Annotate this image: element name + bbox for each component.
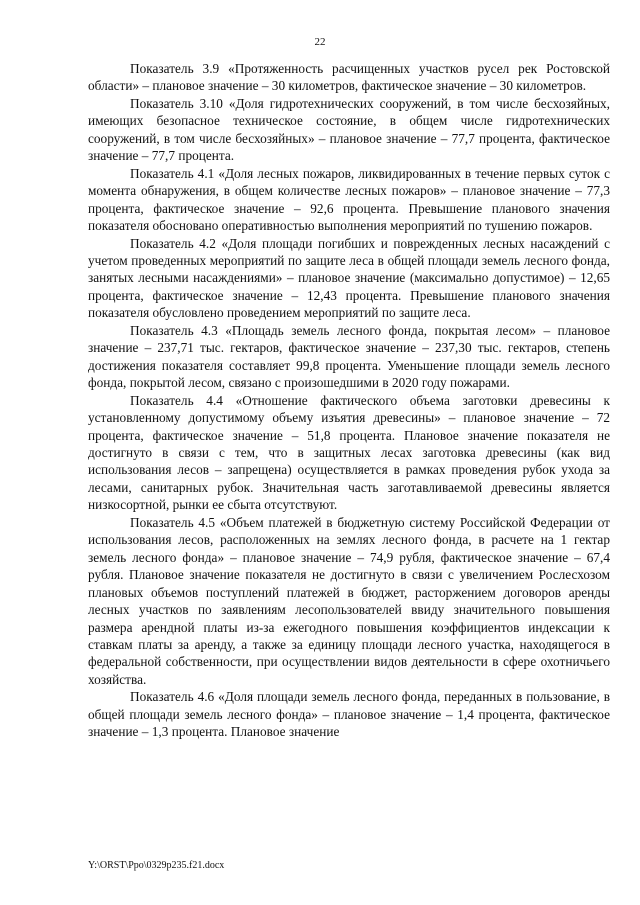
paragraph-indicator-4-5: Показатель 4.5 «Объем платежей в бюджетную систему Российской Федерации от использования лесов, расположенных на землях лесного фонда, в расчете на 1 гектар земель лесного фонда» – плановое значение – 74,9 рубля, фактическое значение – 67,4 рубля. Плановое значение показателя не достигнуто в связи с увеличением Рослесхозом плановых объемов поступлений платежей в бюджет, расторжением договоров аренды лесных участков по заявлениям лесопользователей ввиду значительного повышения размера арендной платы из-за ежегодного повышения коэффициентов индексации к ставкам платы за аренду, а также за единицу площади лесного участка, находящегося в федеральной собственности, при осуществлении видов деятельности в сфере охотничьего хозяйства. (88, 514, 610, 687)
paragraph-indicator-3-9: Показатель 3.9 «Протяженность расчищенных участков русел рек Ростовской области» – плановое значение – 30 километров, фактическое значение – 30 километров. (88, 61, 610, 94)
paragraph-indicator-4-3: Показатель 4.3 «Площадь земель лесного фонда, покрытая лесом» – плановое значение – 237,71 тыс. гектаров, фактическое значение – 237,30 тыс. гектаров, степень достижения показателя составляет 99,8 процента. Уменьшение площади земель лесного фонда, покрытой лесом, связано с произошедшими в 2020 году пожарами. (88, 322, 610, 391)
paragraph-indicator-4-6: Показатель 4.6 «Доля площади земель лесного фонда, переданных в пользование, в общей площади земель лесного фонда» – плановое значение – 1,4 процента, фактическое значение – 1,3 процента. Плановое значение (88, 689, 610, 740)
document-body (88, 60, 610, 741)
paragraph-indicator-4-4: Показатель 4.4 «Отношение фактического объема заготовки древесины к установленному допустимому объему изъятия древесины» – плановое значение – 72 процента, фактическое значение – 51,8 процента. Плановое значение показателя не достигнуто в связи с тем, что в защитных лесах заготовка древесины (как вид использования лесов – запрещена) осуществляется в рамках проведения рубок ухода за лесами, санитарных рубок. Значительная часть заготавливаемой древесины является низкосортной, рынки ее сбыта отсутствуют. (88, 392, 610, 513)
page-number: 22 (314, 36, 326, 48)
paragraph-indicator-3-10: Показатель 3.10 «Доля гидротехнических сооружений, в том числе бесхозяйных, имеющих безопасное техническое состояние, в общем числе гидротехнических сооружений, в том числе бесхозяйных» – плановое значение – 77,7 процента, фактическое значение – 77,7 процента. (88, 95, 610, 164)
paragraph-indicator-4-1: Показатель 4.1 «Доля лесных пожаров, ликвидированных в течение первых суток с момента обнаружения, в общем количестве лесных пожаров» – плановое значение – 77,3 процента, фактическое значение – 92,6 процента. Превышение планового значения показателя обосновано оперативностью выполнения мероприятий по тушению пожаров. (88, 165, 610, 234)
footer-file-path: Y:\ORST\Ppo\0329p235.f21.docx (88, 860, 225, 871)
paragraph-indicator-4-2: Показатель 4.2 «Доля площади погибших и поврежденных лесных насаждений с учетом проведенных мероприятий по защите леса в общей площади земель лесного фонда, занятых лесными насаждениями» – плановое значение (максимально допустимое) – 12,65 процента, фактическое значение – 12,43 процента. Превышение планового значения показателя обусловлено проведением мероприятий по защите леса. (88, 235, 610, 321)
